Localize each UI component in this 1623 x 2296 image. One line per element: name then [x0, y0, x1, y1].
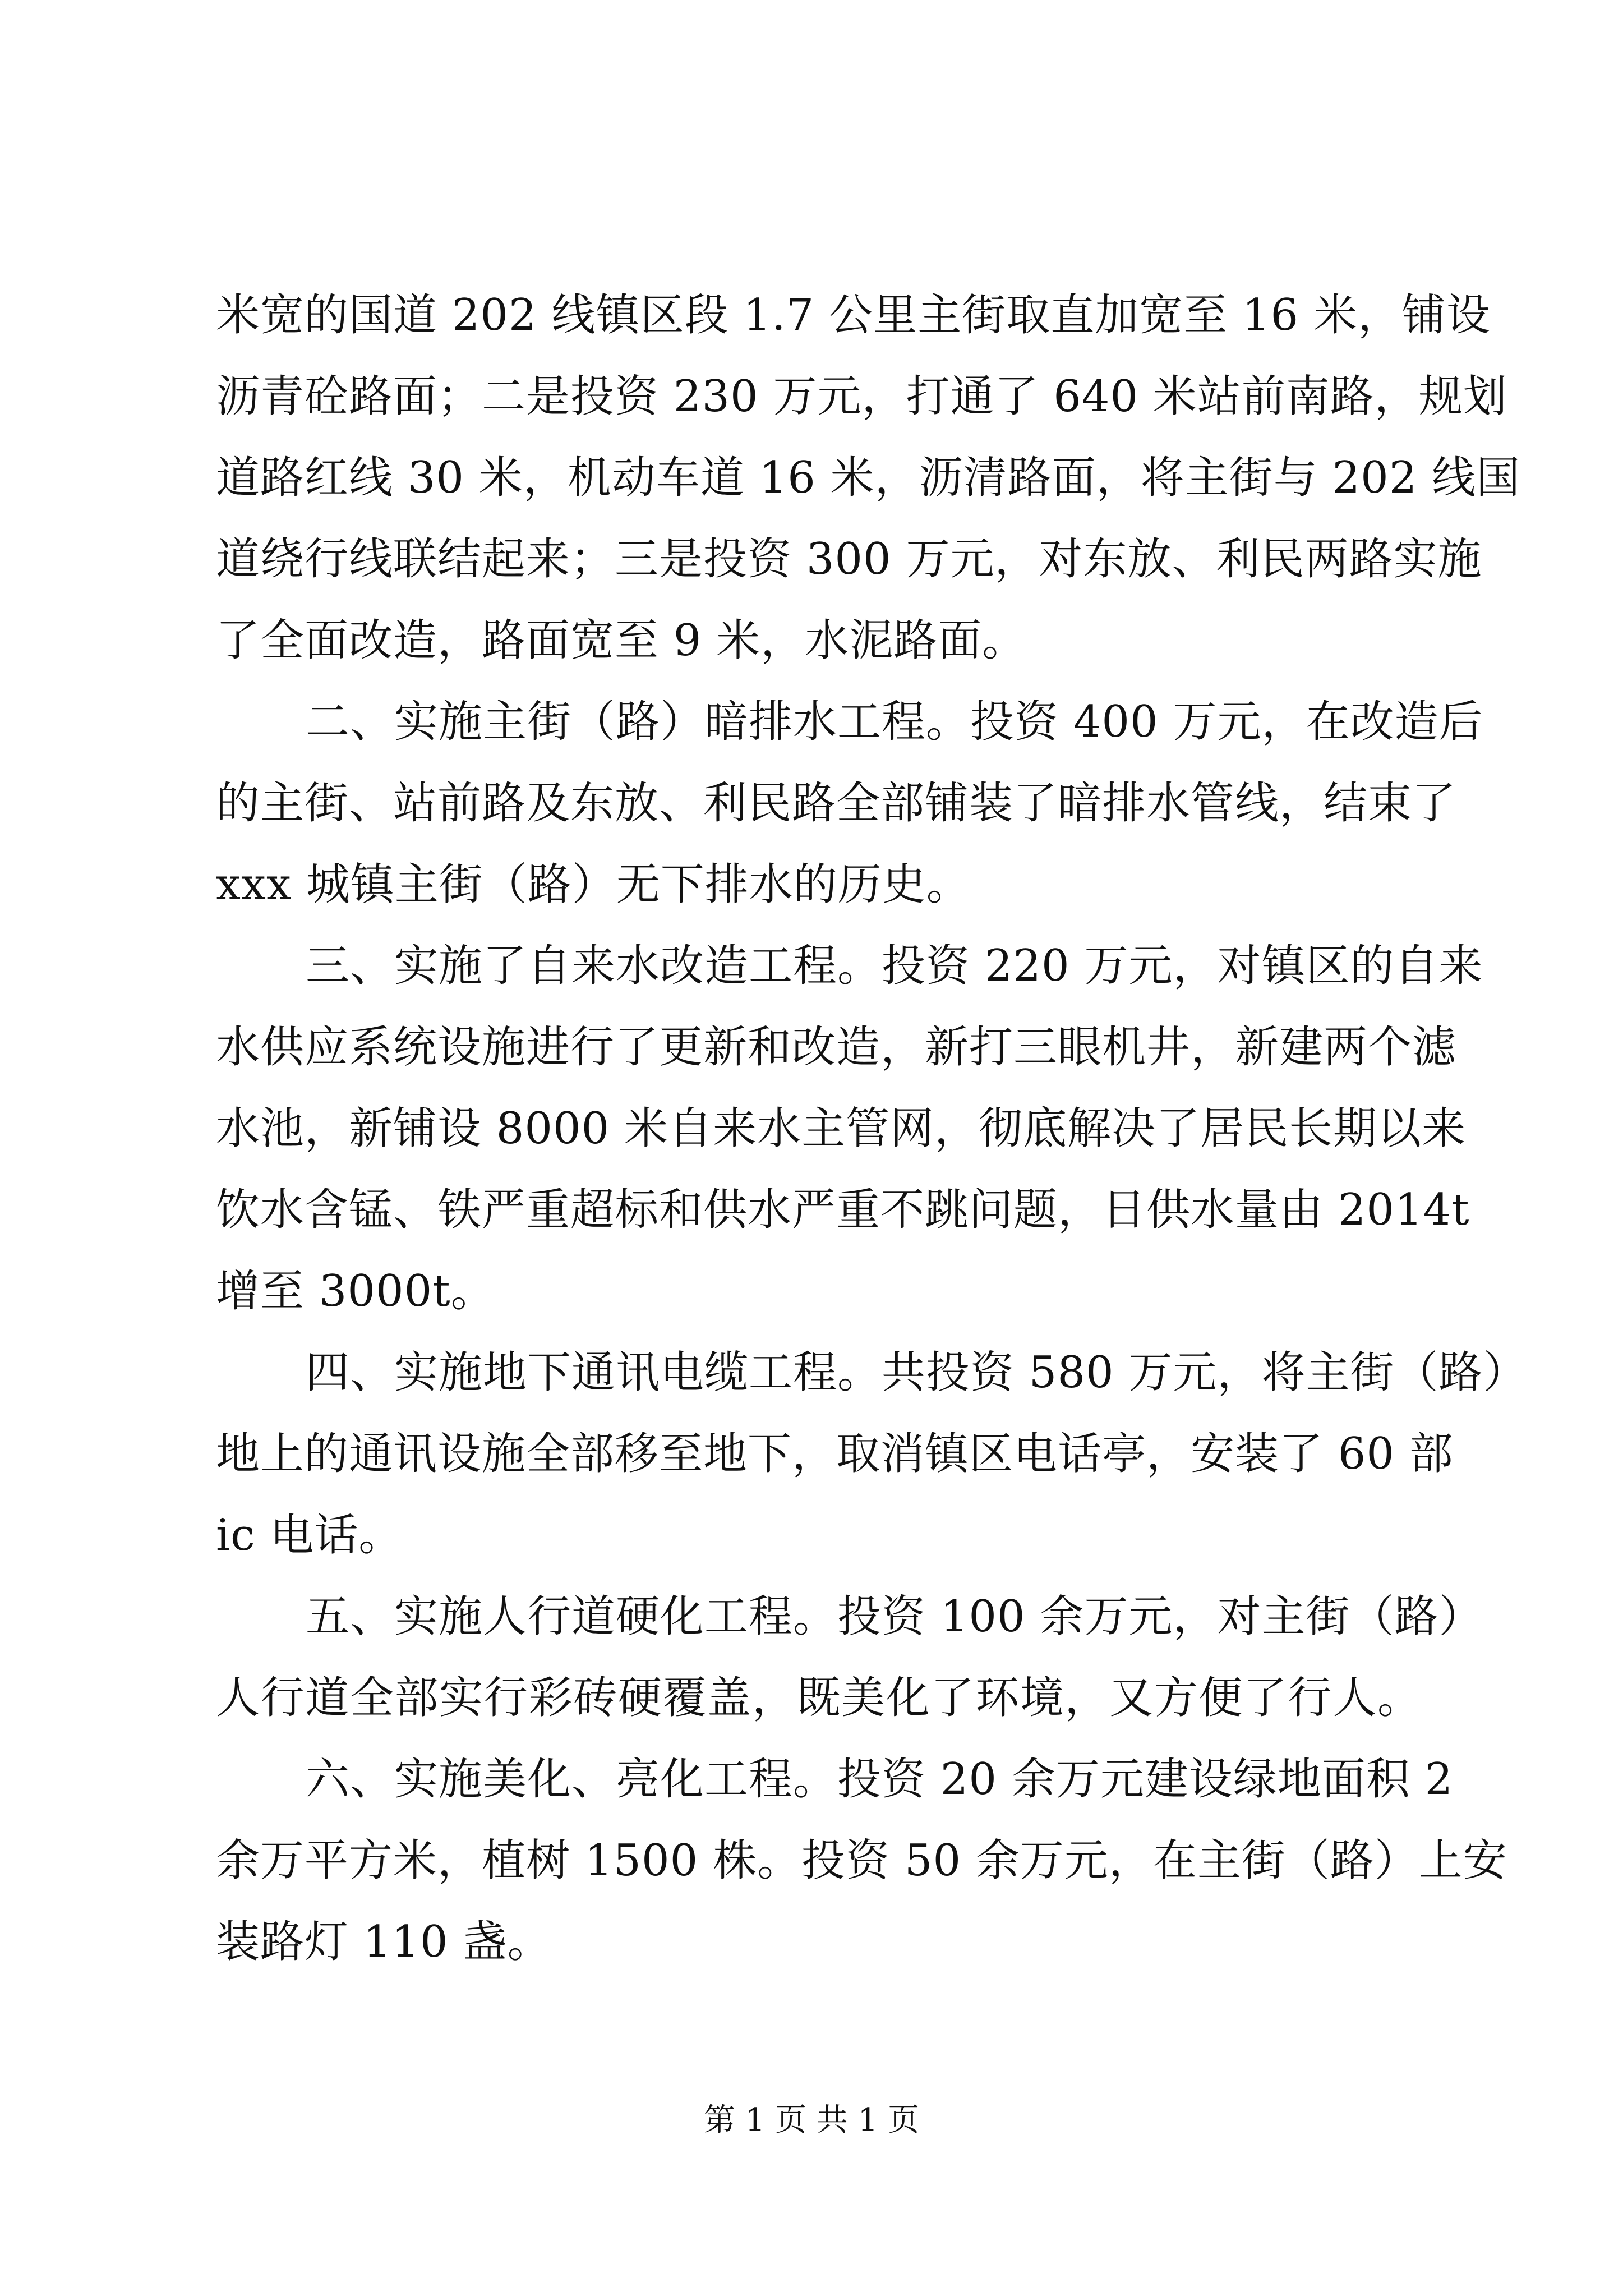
text-line: 的主街、站前路及东放、利民路全部铺装了暗排水管线，结束了	[216, 778, 1457, 829]
text-line: 饮水含锰、铁严重超标和供水严重不跳问题，日供水量由 2014t	[216, 1185, 1470, 1235]
document-body	[216, 275, 1528, 1983]
text-line: 水供应系统设施进行了更新和改造，新打三眼机井，新建两个滤	[216, 1022, 1457, 1073]
text-line: 余万平方米，植树 1500 株。投资 50 余万元，在主街（路）上安	[216, 1835, 1507, 1886]
text-line: 米宽的国道 202 线镇区段 1.7 公里主街取直加宽至 16 米，铺设	[216, 290, 1491, 341]
text-line: 六、实施美化、亮化工程。投资 20 余万元建设绿地面积 2	[306, 1754, 1454, 1805]
text-line: 地上的通讯设施全部移至地下，取消镇区电话亭，安装了 60 部	[216, 1429, 1454, 1479]
text-line: 二、实施主街（路）暗排水工程。投资 400 万元，在改造后	[306, 697, 1483, 747]
text-line: ic 电话。	[216, 1510, 403, 1561]
text-line: 三、实施了自来水改造工程。投资 220 万元，对镇区的自来	[306, 941, 1483, 991]
text-line: 四、实施地下通讯电缆工程。共投资 580 万元，将主街（路）	[306, 1347, 1528, 1398]
page-number-footer: 第 1 页 共 1 页	[703, 2102, 920, 2138]
text-line: 水池，新铺设 8000 米自来水主管网，彻底解决了居民长期以来	[216, 1103, 1467, 1154]
text-line: 道绕行线联结起来；三是投资 300 万元，对东放、利民两路实施	[216, 534, 1482, 585]
text-line: 装路灯 110 盏。	[216, 1917, 552, 1967]
text-line: 沥青砼路面；二是投资 230 万元，打通了 640 米站前南路，规划	[216, 371, 1507, 422]
text-line: 人行道全部实行彩砖硬覆盖，既美化了环境，又方便了行人。	[216, 1673, 1422, 1723]
text-line: xxx 城镇主街（路）无下排水的历史。	[216, 859, 971, 910]
text-line: 道路红线 30 米，机动车道 16 米，沥清路面，将主街与 202 线国	[216, 453, 1521, 503]
text-line: 了全面改造，路面宽至 9 米，水泥路面。	[216, 615, 1027, 666]
text-line: 增至 3000t。	[216, 1266, 495, 1317]
text-line: 五、实施人行道硬化工程。投资 100 余万元，对主街（路）	[306, 1591, 1483, 1642]
